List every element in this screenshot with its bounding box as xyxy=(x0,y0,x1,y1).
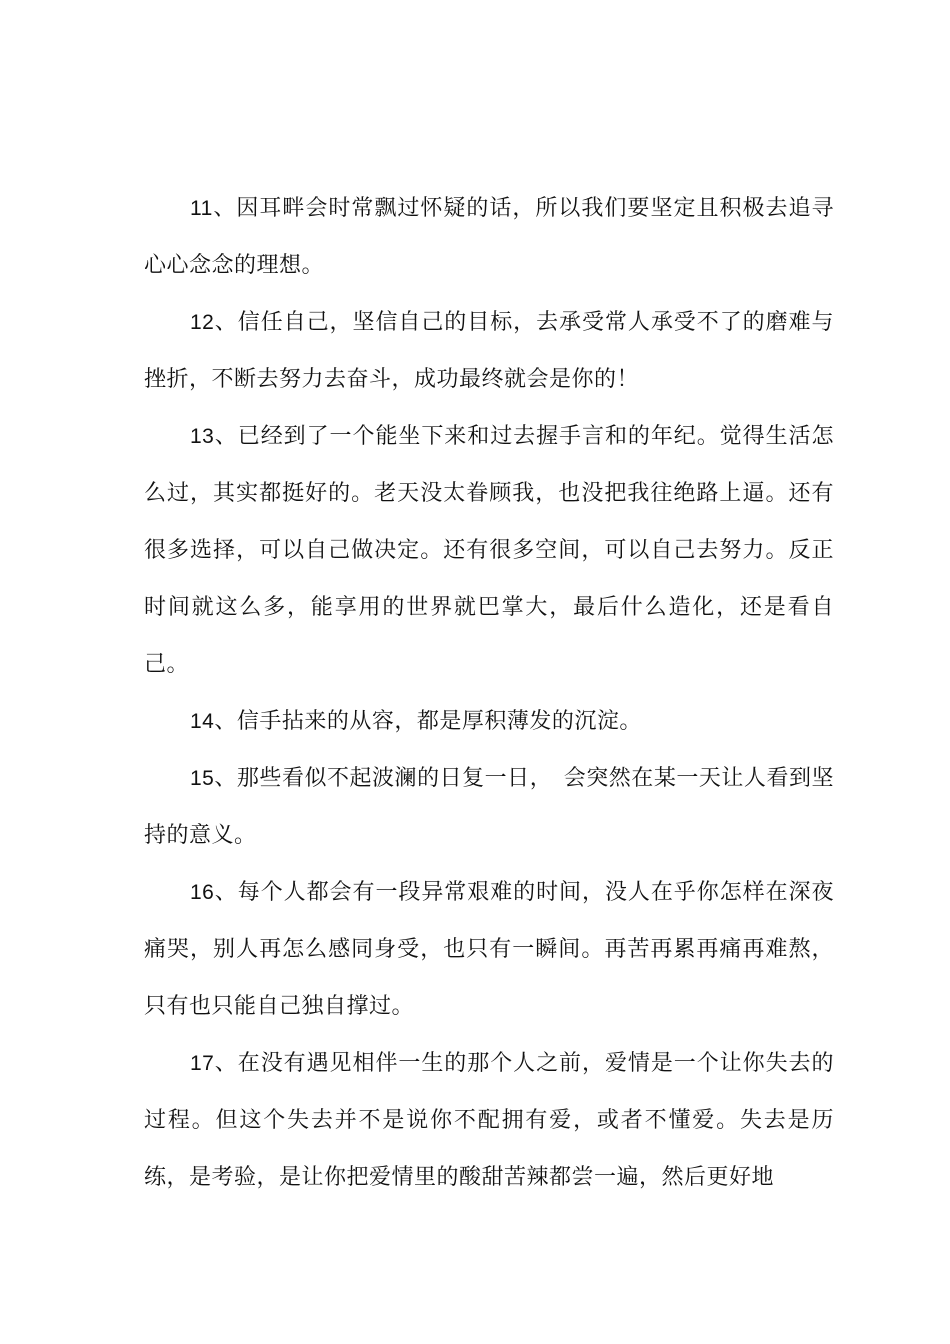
document-body xyxy=(144,180,834,1206)
paragraph-11 xyxy=(144,180,834,294)
paragraph-13 xyxy=(144,408,834,693)
paragraph-number: 13 xyxy=(190,425,215,448)
paragraph-15 xyxy=(144,750,834,864)
paragraph-text: 、已经到了一个能坐下来和过去握手言和的年纪。觉得生活怎么过，其实都挺好的。老天没太眷顾我，也没把我往绝路上逼。还有很多选择，可以自己做决定。还有很多空间，可以自己去努力。反正时间就这么多，能享用的世界就巴掌大，最后什么造化，还是看自己。 xyxy=(144,424,834,677)
paragraph-text: 、信手拈来的从容，都是厚积薄发的沉淀。 xyxy=(214,709,642,734)
paragraph-number: 12 xyxy=(190,311,215,334)
paragraph-12 xyxy=(144,294,834,408)
paragraph-text: 、每个人都会有一段异常艰难的时间，没人在乎你怎样在深夜痛哭，别人再怎么感同身受，也只有一瞬间。再苦再累再痛再难熬，只有也只能自己独自撑过。 xyxy=(144,880,834,1019)
paragraph-number: 17 xyxy=(190,1052,215,1075)
paragraph-text: 、在没有遇见相伴一生的那个人之前，爱情是一个让你失去的过程。但这个失去并不是说你不配拥有爱，或者不懂爱。失去是历练，是考验，是让你把爱情里的酸甜苦辣都尝一遍，然后更好地 xyxy=(144,1051,834,1190)
paragraph-16 xyxy=(144,864,834,1035)
paragraph-17 xyxy=(144,1035,834,1206)
paragraph-text: 、那些看似不起波澜的日复一日， 会突然在某一天让人看到坚持的意义。 xyxy=(144,766,834,848)
paragraph-number: 15 xyxy=(190,767,215,790)
paragraph-number: 16 xyxy=(190,881,215,904)
paragraph-number: 14 xyxy=(190,710,215,733)
paragraph-14 xyxy=(144,693,834,750)
paragraph-number: 11 xyxy=(190,197,213,220)
paragraph-text: 、因耳畔会时常飘过怀疑的话，所以我们要坚定且积极去追寻心心念念的理想。 xyxy=(144,196,834,278)
paragraph-text: 、信任自己，坚信自己的目标，去承受常人承受不了的磨难与挫折，不断去努力去奋斗，成功最终就会是你的！ xyxy=(144,310,834,392)
